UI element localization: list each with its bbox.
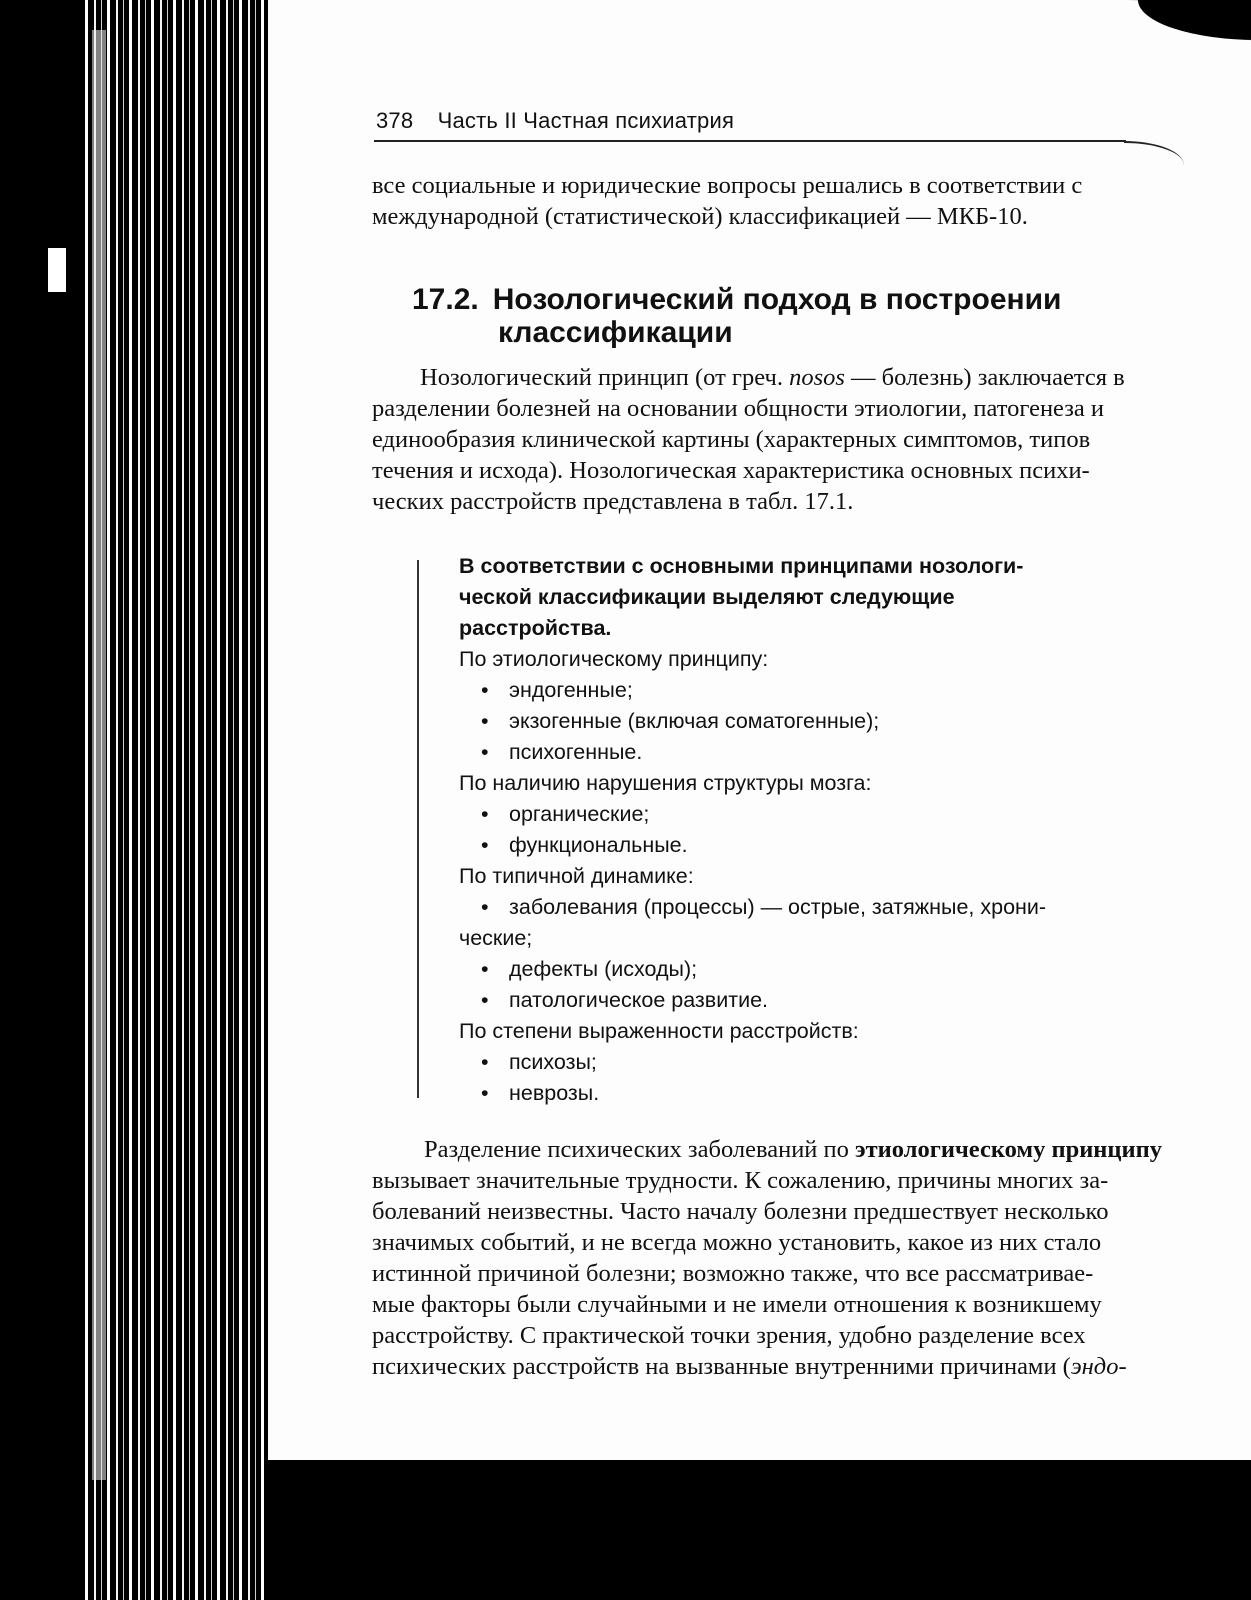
intro-line: международной (статистической) классификацией — МКБ-10.	[372, 203, 1028, 230]
scan-dark-margin	[0, 0, 80, 1600]
paragraph-line	[372, 362, 1142, 393]
paragraph-line: истинной причиной болезни; возможно также, что все рассматривае-	[372, 1260, 1094, 1287]
bullet-icon: •	[481, 709, 489, 733]
list-item	[459, 830, 1159, 861]
bullet-icon: •	[481, 833, 489, 857]
list-item	[459, 892, 1159, 923]
emphasis-term: этиологическому принципу	[855, 1136, 1163, 1163]
bullet-icon: •	[481, 802, 489, 826]
paragraph-line	[372, 1351, 1162, 1382]
section-title-line2: классификации	[498, 316, 733, 349]
page-number: 378	[376, 108, 414, 133]
criterion-dynamics: По типичной динамике:	[459, 864, 694, 888]
sidebar-rule	[417, 560, 419, 1098]
list-item-text: психогенные.	[509, 740, 643, 764]
bullet-icon: •	[481, 1050, 489, 1074]
intro-paragraph	[372, 170, 1112, 232]
list-item	[459, 985, 1159, 1016]
paragraph-line: мые факторы были случайными и не имели отношения к возникшему	[372, 1291, 1102, 1318]
paragraph-line	[372, 1134, 1162, 1165]
box-lead-line: ческой классификации выделяют следующие	[459, 585, 955, 609]
page-edge-highlight	[92, 30, 106, 1480]
running-head	[376, 108, 734, 134]
latin-term: nosos	[789, 364, 845, 391]
section-title-line1: Нозологический подход в построении	[492, 283, 1062, 316]
paragraph-line: расстройству. С практической точки зрения, удобно разделение всех	[372, 1322, 1086, 1349]
classification-box	[459, 551, 1159, 1109]
paragraph-line: течения и исхода). Нозологическая характеристика основных психи-	[372, 457, 1090, 484]
criterion-etiology: По этиологическому принципу:	[459, 647, 769, 671]
paragraph-line: разделении болезней на основании общности этиологии, патогенеза и	[372, 395, 1105, 422]
list-item-text: эндогенные;	[509, 678, 633, 702]
paragraph-line: ческих расстройств представлена в табл. 17.1.	[372, 488, 854, 515]
nosology-paragraph	[372, 362, 1142, 517]
section-heading	[412, 283, 1062, 349]
paragraph-line: единообразия клинической картины (характерных симптомов, типов	[372, 426, 1091, 453]
paragraph-text: Разделение психических заболеваний по	[424, 1136, 856, 1163]
bullet-icon: •	[481, 678, 489, 702]
list-item	[459, 706, 1159, 737]
list-item-continuation: ческие;	[459, 926, 533, 950]
box-lead-line: расстройства.	[459, 616, 612, 640]
list-item	[459, 737, 1159, 768]
list-item-text: заболевания (процессы) — острые, затяжные, хрони-	[509, 895, 1047, 919]
bullet-icon: •	[481, 895, 489, 919]
bullet-icon: •	[481, 1081, 489, 1105]
list-item-text: неврозы.	[509, 1081, 600, 1105]
list-item-text: экзогенные (включая соматогенные);	[509, 709, 880, 733]
page-corner-shadow	[1138, 0, 1251, 40]
criterion-brain-structure: По наличию нарушения структуры мозга:	[459, 771, 872, 795]
paragraph-line: значимых событий, и не всегда можно установить, какое из них стало	[372, 1229, 1102, 1256]
bullet-icon: •	[481, 957, 489, 981]
box-lead-line: В соответствии с основными принципами нозологи-	[459, 554, 1024, 578]
paragraph-line: болеваний неизвестны. Часто началу болезни предшествует несколько	[372, 1198, 1109, 1225]
etiology-paragraph	[372, 1134, 1162, 1382]
list-item-text: функциональные.	[509, 833, 688, 857]
paragraph-text: — болезнь) заключается в	[844, 364, 1125, 391]
list-item	[459, 1047, 1159, 1078]
paragraph-text: психических расстройств на вызванные внутренними причинами (	[372, 1353, 1071, 1380]
page-edge-mark	[48, 248, 66, 292]
list-item	[459, 675, 1159, 706]
paragraph-text: Нозологический принцип (от греч.	[420, 364, 790, 391]
list-item-text: патологическое развитие.	[509, 988, 769, 1012]
list-item	[459, 1078, 1159, 1109]
running-title: Часть II Частная психиатрия	[437, 108, 735, 133]
list-item-text: органические;	[509, 802, 650, 826]
criterion-severity: По степени выраженности расстройств:	[459, 1019, 859, 1043]
paragraph-line: вызывает значительные трудности. К сожалению, причины многих за-	[372, 1167, 1109, 1194]
bullet-icon: •	[481, 988, 489, 1012]
list-item	[459, 954, 1159, 985]
italic-term: эндо-	[1070, 1353, 1127, 1380]
intro-line: все социальные и юридические вопросы решались в соответствии с	[372, 172, 1083, 199]
list-item	[459, 799, 1159, 830]
list-item-text: психозы;	[509, 1050, 597, 1074]
section-number: 17.2.	[412, 283, 479, 316]
header-rule	[374, 140, 1126, 142]
list-item-text: дефекты (исходы);	[509, 957, 698, 981]
bullet-icon: •	[481, 740, 489, 764]
scan-bottom-shadow	[268, 1460, 1251, 1600]
